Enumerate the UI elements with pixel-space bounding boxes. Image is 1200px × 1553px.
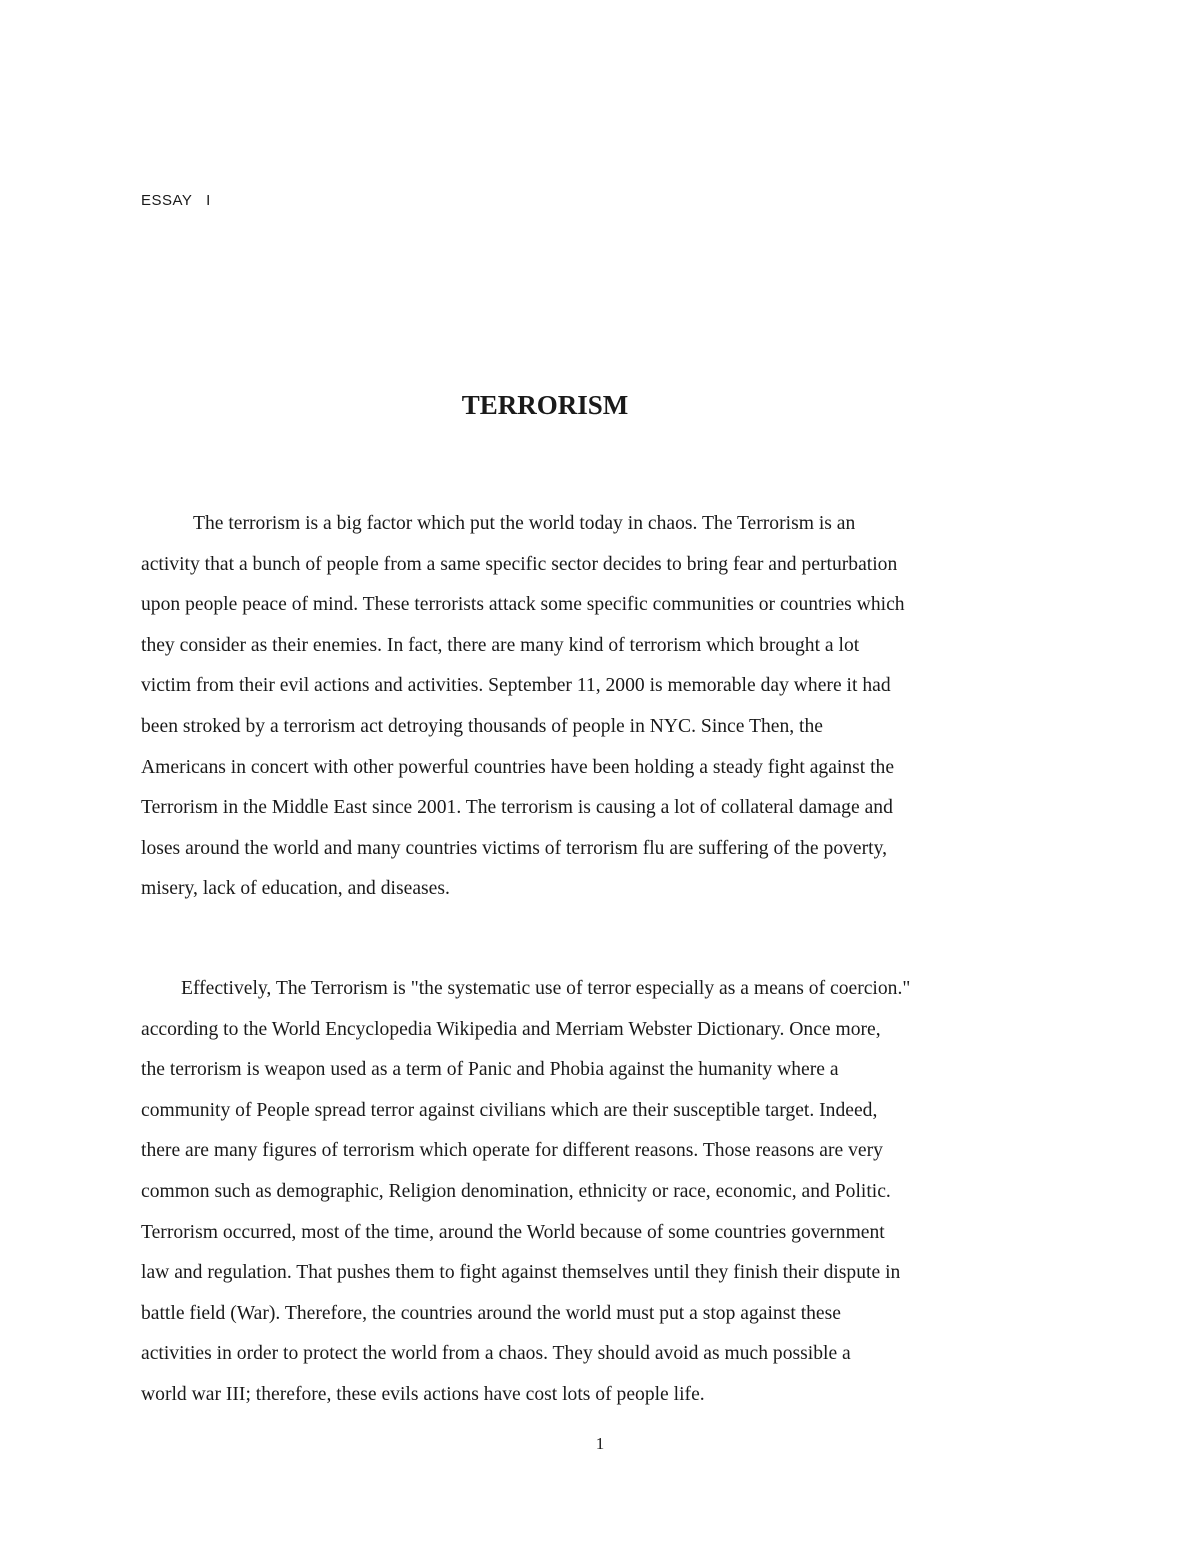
paragraph-line: there are many figures of terrorism which operate for different reasons. Those reasons are very [141,1140,883,1162]
paragraph-line: activity that a bunch of people from a same specific sector decides to bring fear and perturbation [141,553,898,575]
paragraph-1 [141,504,1071,910]
paragraph-line: Effectively, The Terrorism is "the systematic use of terror especially as a means of coercion." [181,978,911,999]
paragraph-line: the terrorism is weapon used as a term of Panic and Phobia against the humanity where a [141,1059,839,1081]
paragraph-line: law and regulation. That pushes them to fight against themselves until they finish their dispute in [141,1262,901,1284]
paragraph-line: victim from their evil actions and activities. September 11, 2000 is memorable day where it had [141,675,891,697]
paragraph-2 [141,969,1071,1416]
essay-title: TERRORISM [461,390,629,420]
paragraph-line: Terrorism in the Middle East since 2001. The terrorism is causing a lot of collateral damage and [141,797,893,819]
page-number: 1 [595,1434,605,1453]
paragraph-line: they consider as their enemies. In fact, there are many kind of terrorism which brought a lot [141,634,860,656]
paragraph-line: common such as demographic, Religion denomination, ethnicity or race, economic, and Politic. [141,1180,891,1202]
essay-header: ESSAY I [141,192,211,209]
paragraph-line: loses around the world and many countries victims of terrorism flu are suffering of the poverty, [141,837,887,859]
paragraph-line: according to the World Encyclopedia Wikipedia and Merriam Webster Dictionary. Once more, [141,1018,881,1040]
paragraph-line: The terrorism is a big factor which put the world today in chaos. The Terrorism is an [193,513,856,534]
paragraph-line: Terrorism occurred, most of the time, around the World because of some countries government [141,1221,885,1243]
paragraph-line: Americans in concert with other powerful countries have been holding a steady fight against the [141,756,895,778]
paragraph-line: battle field (War). Therefore, the countries around the world must put a stop against these [141,1302,841,1324]
paragraph-line: misery, lack of education, and diseases. [141,878,450,900]
paragraph-line: been stroked by a terrorism act detroying thousands of people in NYC. Since Then, the [141,715,823,737]
paragraph-line: community of People spread terror against civilians which are their susceptible target. Indeed, [141,1099,878,1121]
paragraph-line: world war III; therefore, these evils actions have cost lots of people life. [141,1383,705,1405]
paragraph-line: upon people peace of mind. These terrorists attack some specific communities or countries which [141,594,905,616]
paragraph-line: activities in order to protect the world from a chaos. They should avoid as much possible a [141,1343,851,1365]
